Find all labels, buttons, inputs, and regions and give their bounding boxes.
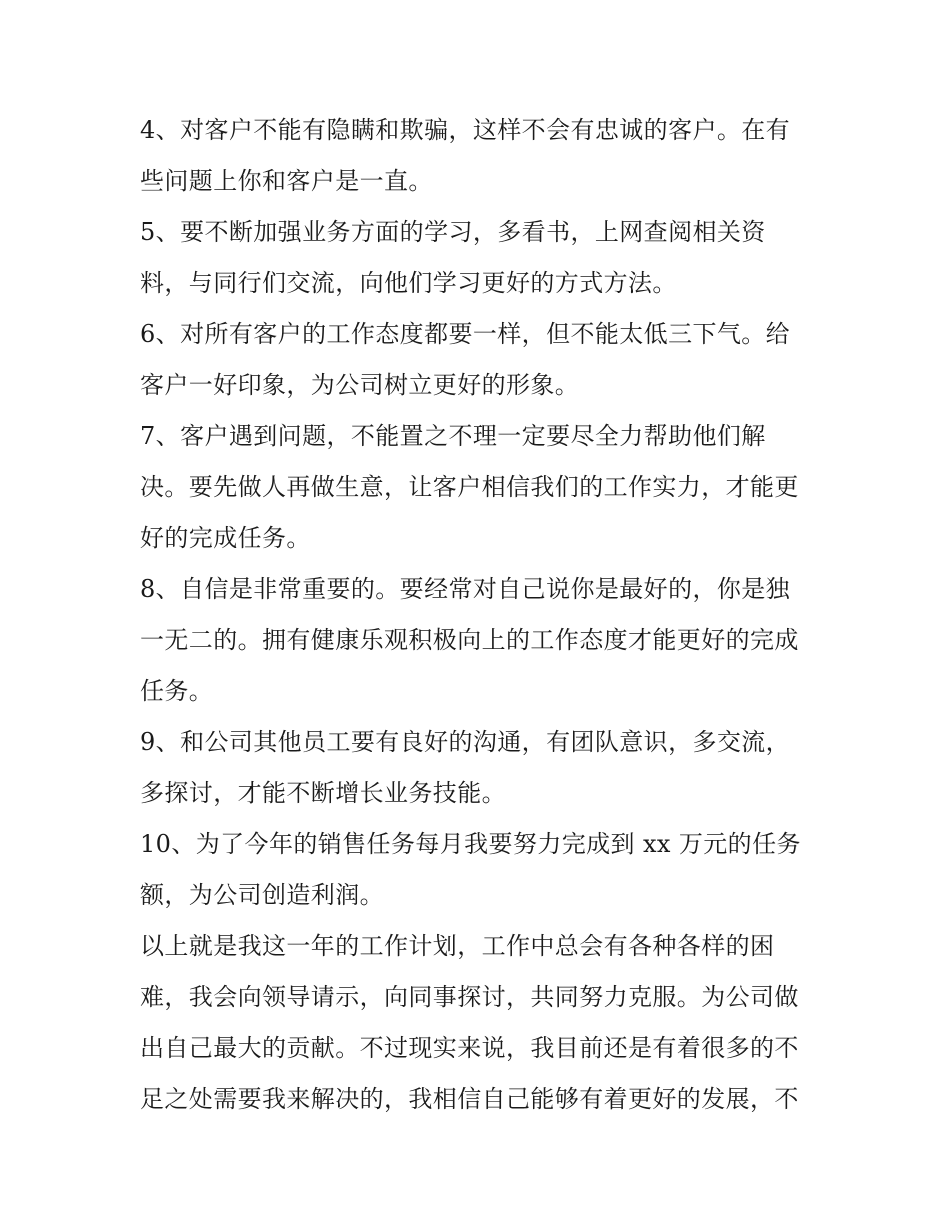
text-line: 8、自信是非常重要的。要经常对自己说你是最好的，你是独 — [140, 575, 791, 603]
list-item-10 — [140, 819, 820, 921]
text-line: 额，为公司创造利润。 — [140, 881, 384, 909]
list-item-9 — [140, 717, 820, 819]
list-item-5 — [140, 207, 820, 309]
text-line: 4、对客户不能有隐瞒和欺骗，这样不会有忠诚的客户。在有 — [140, 116, 791, 144]
text-line: 出自己最大的贡献。不过现实来说，我目前还是有着很多的不 — [140, 1034, 799, 1062]
text-line: 客户一好印象，为公司树立更好的形象。 — [140, 371, 580, 399]
text-line: 决。要先做人再做生意，让客户相信我们的工作实力，才能更 — [140, 473, 799, 501]
summary-paragraph — [140, 921, 820, 1125]
text-line: 料，与同行们交流，向他们学习更好的方式方法。 — [140, 269, 677, 297]
document-body — [140, 105, 820, 1125]
text-line: 一无二的。拥有健康乐观积极向上的工作态度才能更好的完成 — [140, 626, 799, 654]
text-line: 5、要不断加强业务方面的学习，多看书，上网查阅相关资 — [140, 218, 766, 246]
text-line: 7、客户遇到问题，不能置之不理一定要尽全力帮助他们解 — [140, 422, 766, 450]
list-item-8 — [140, 564, 820, 717]
list-item-4 — [140, 105, 820, 207]
list-item-6 — [140, 309, 820, 411]
text-line: 9、和公司其他员工要有良好的沟通，有团队意识，多交流， — [140, 728, 791, 756]
text-line: 10、为了今年的销售任务每月我要努力完成到 xx 万元的任务 — [140, 830, 801, 858]
text-line: 好的完成任务。 — [140, 524, 311, 552]
text-line: 多探讨，才能不断增长业务技能。 — [140, 779, 506, 807]
text-line: 些问题上你和客户是一直。 — [140, 167, 433, 195]
list-item-7 — [140, 411, 820, 564]
text-line: 6、对所有客户的工作态度都要一样，但不能太低三下气。给 — [140, 320, 791, 348]
text-line: 难，我会向领导请示，向同事探讨，共同努力克服。为公司做 — [140, 983, 799, 1011]
text-line: 任务。 — [140, 677, 214, 705]
text-line: 足之处需要我来解决的，我相信自己能够有着更好的发展，不 — [140, 1085, 799, 1113]
text-line: 以上就是我这一年的工作计划，工作中总会有各种各样的困 — [140, 932, 775, 960]
